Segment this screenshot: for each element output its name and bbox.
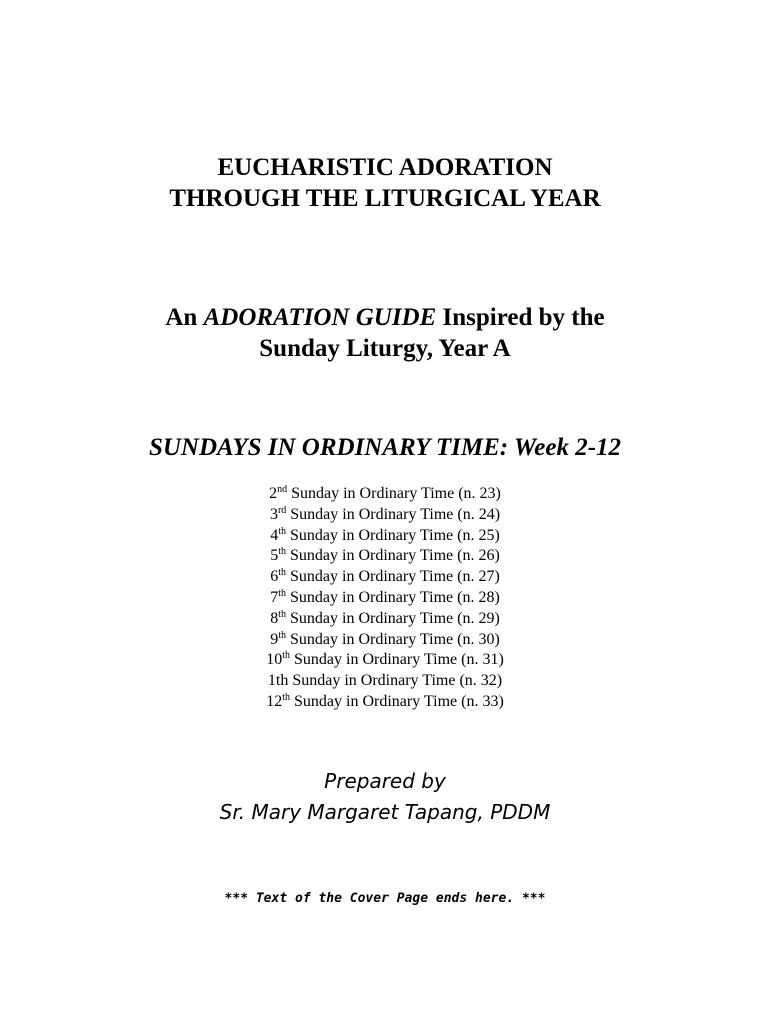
prepared-by (0, 766, 770, 828)
subtitle-suffix: Inspired by the (436, 304, 605, 331)
sunday-label: Sunday in Ordinary Time (n. 31) (290, 651, 504, 669)
sunday-label: Sunday in Ordinary Time (n. 25) (286, 526, 500, 544)
subtitle-emphasis: ADORATION GUIDE (203, 304, 437, 331)
sunday-label: Sunday in Ordinary Time (n. 29) (286, 609, 500, 627)
title-line-1: EUCHARISTIC ADORATION (217, 154, 553, 181)
list-item (0, 505, 770, 526)
sunday-number: 6 (270, 568, 279, 586)
sunday-label: Sunday in Ordinary Time (n. 32) (288, 672, 503, 690)
sunday-label: Sunday in Ordinary Time (n. 23) (287, 485, 501, 502)
ordinal-suffix: th (278, 525, 286, 537)
subtitle-line-2: Sunday Liturgy, Year A (259, 335, 511, 362)
list-item (0, 546, 770, 567)
footer-note: *** Text of the Cover Page ends here. *** (224, 891, 546, 906)
sunday-number: 8 (270, 609, 279, 627)
sunday-number: 12 (266, 692, 283, 710)
sunday-label: Sunday in Ordinary Time (n. 30) (286, 630, 500, 648)
sunday-number: 3 (269, 505, 278, 523)
prepared-by-label: Prepared by (324, 769, 446, 793)
ordinal-suffix: th (278, 567, 286, 579)
ordinal-suffix: th (282, 691, 290, 703)
list-item (0, 526, 770, 547)
author-name: Sr. Mary Margaret Tapang, PDDM (219, 800, 551, 824)
sunday-list (0, 484, 770, 713)
list-item (0, 630, 770, 651)
ordinal-suffix: th (278, 629, 286, 641)
sunday-label: Sunday in Ordinary Time (n. 26) (286, 547, 500, 565)
sunday-number: 9 (270, 630, 279, 648)
list-item (0, 671, 770, 692)
list-item (0, 609, 770, 630)
list-item (0, 650, 770, 671)
subtitle-line-1 (0, 302, 770, 333)
sunday-number: 1th (267, 672, 289, 690)
section-heading: SUNDAYS IN ORDINARY TIME: Week 2-12 (148, 434, 622, 461)
sunday-number: 7 (270, 588, 279, 606)
ordinal-suffix: th (278, 546, 286, 558)
document-title (0, 152, 770, 214)
sunday-label: Sunday in Ordinary Time (n. 33) (290, 692, 504, 710)
sunday-number: 2 (269, 485, 278, 502)
list-item (0, 588, 770, 609)
sunday-number: 5 (270, 547, 279, 565)
sunday-label: Sunday in Ordinary Time (n. 28) (286, 588, 500, 606)
list-item (0, 484, 770, 505)
sunday-label: Sunday in Ordinary Time (n. 27) (286, 568, 500, 586)
ordinal-suffix: th (278, 608, 286, 620)
document-subtitle (0, 302, 770, 364)
list-item (0, 692, 770, 713)
list-item (0, 567, 770, 588)
ordinal-suffix: th (282, 650, 290, 662)
ordinal-suffix: nd (277, 484, 288, 495)
sunday-number: 10 (266, 651, 283, 669)
sunday-label: Sunday in Ordinary Time (n. 24) (286, 505, 501, 523)
title-line-2: THROUGH THE LITURGICAL YEAR (169, 185, 601, 212)
ordinal-suffix: th (278, 587, 286, 599)
sunday-number: 4 (270, 526, 279, 544)
subtitle-prefix: An (165, 304, 204, 331)
ordinal-suffix: rd (277, 504, 287, 516)
